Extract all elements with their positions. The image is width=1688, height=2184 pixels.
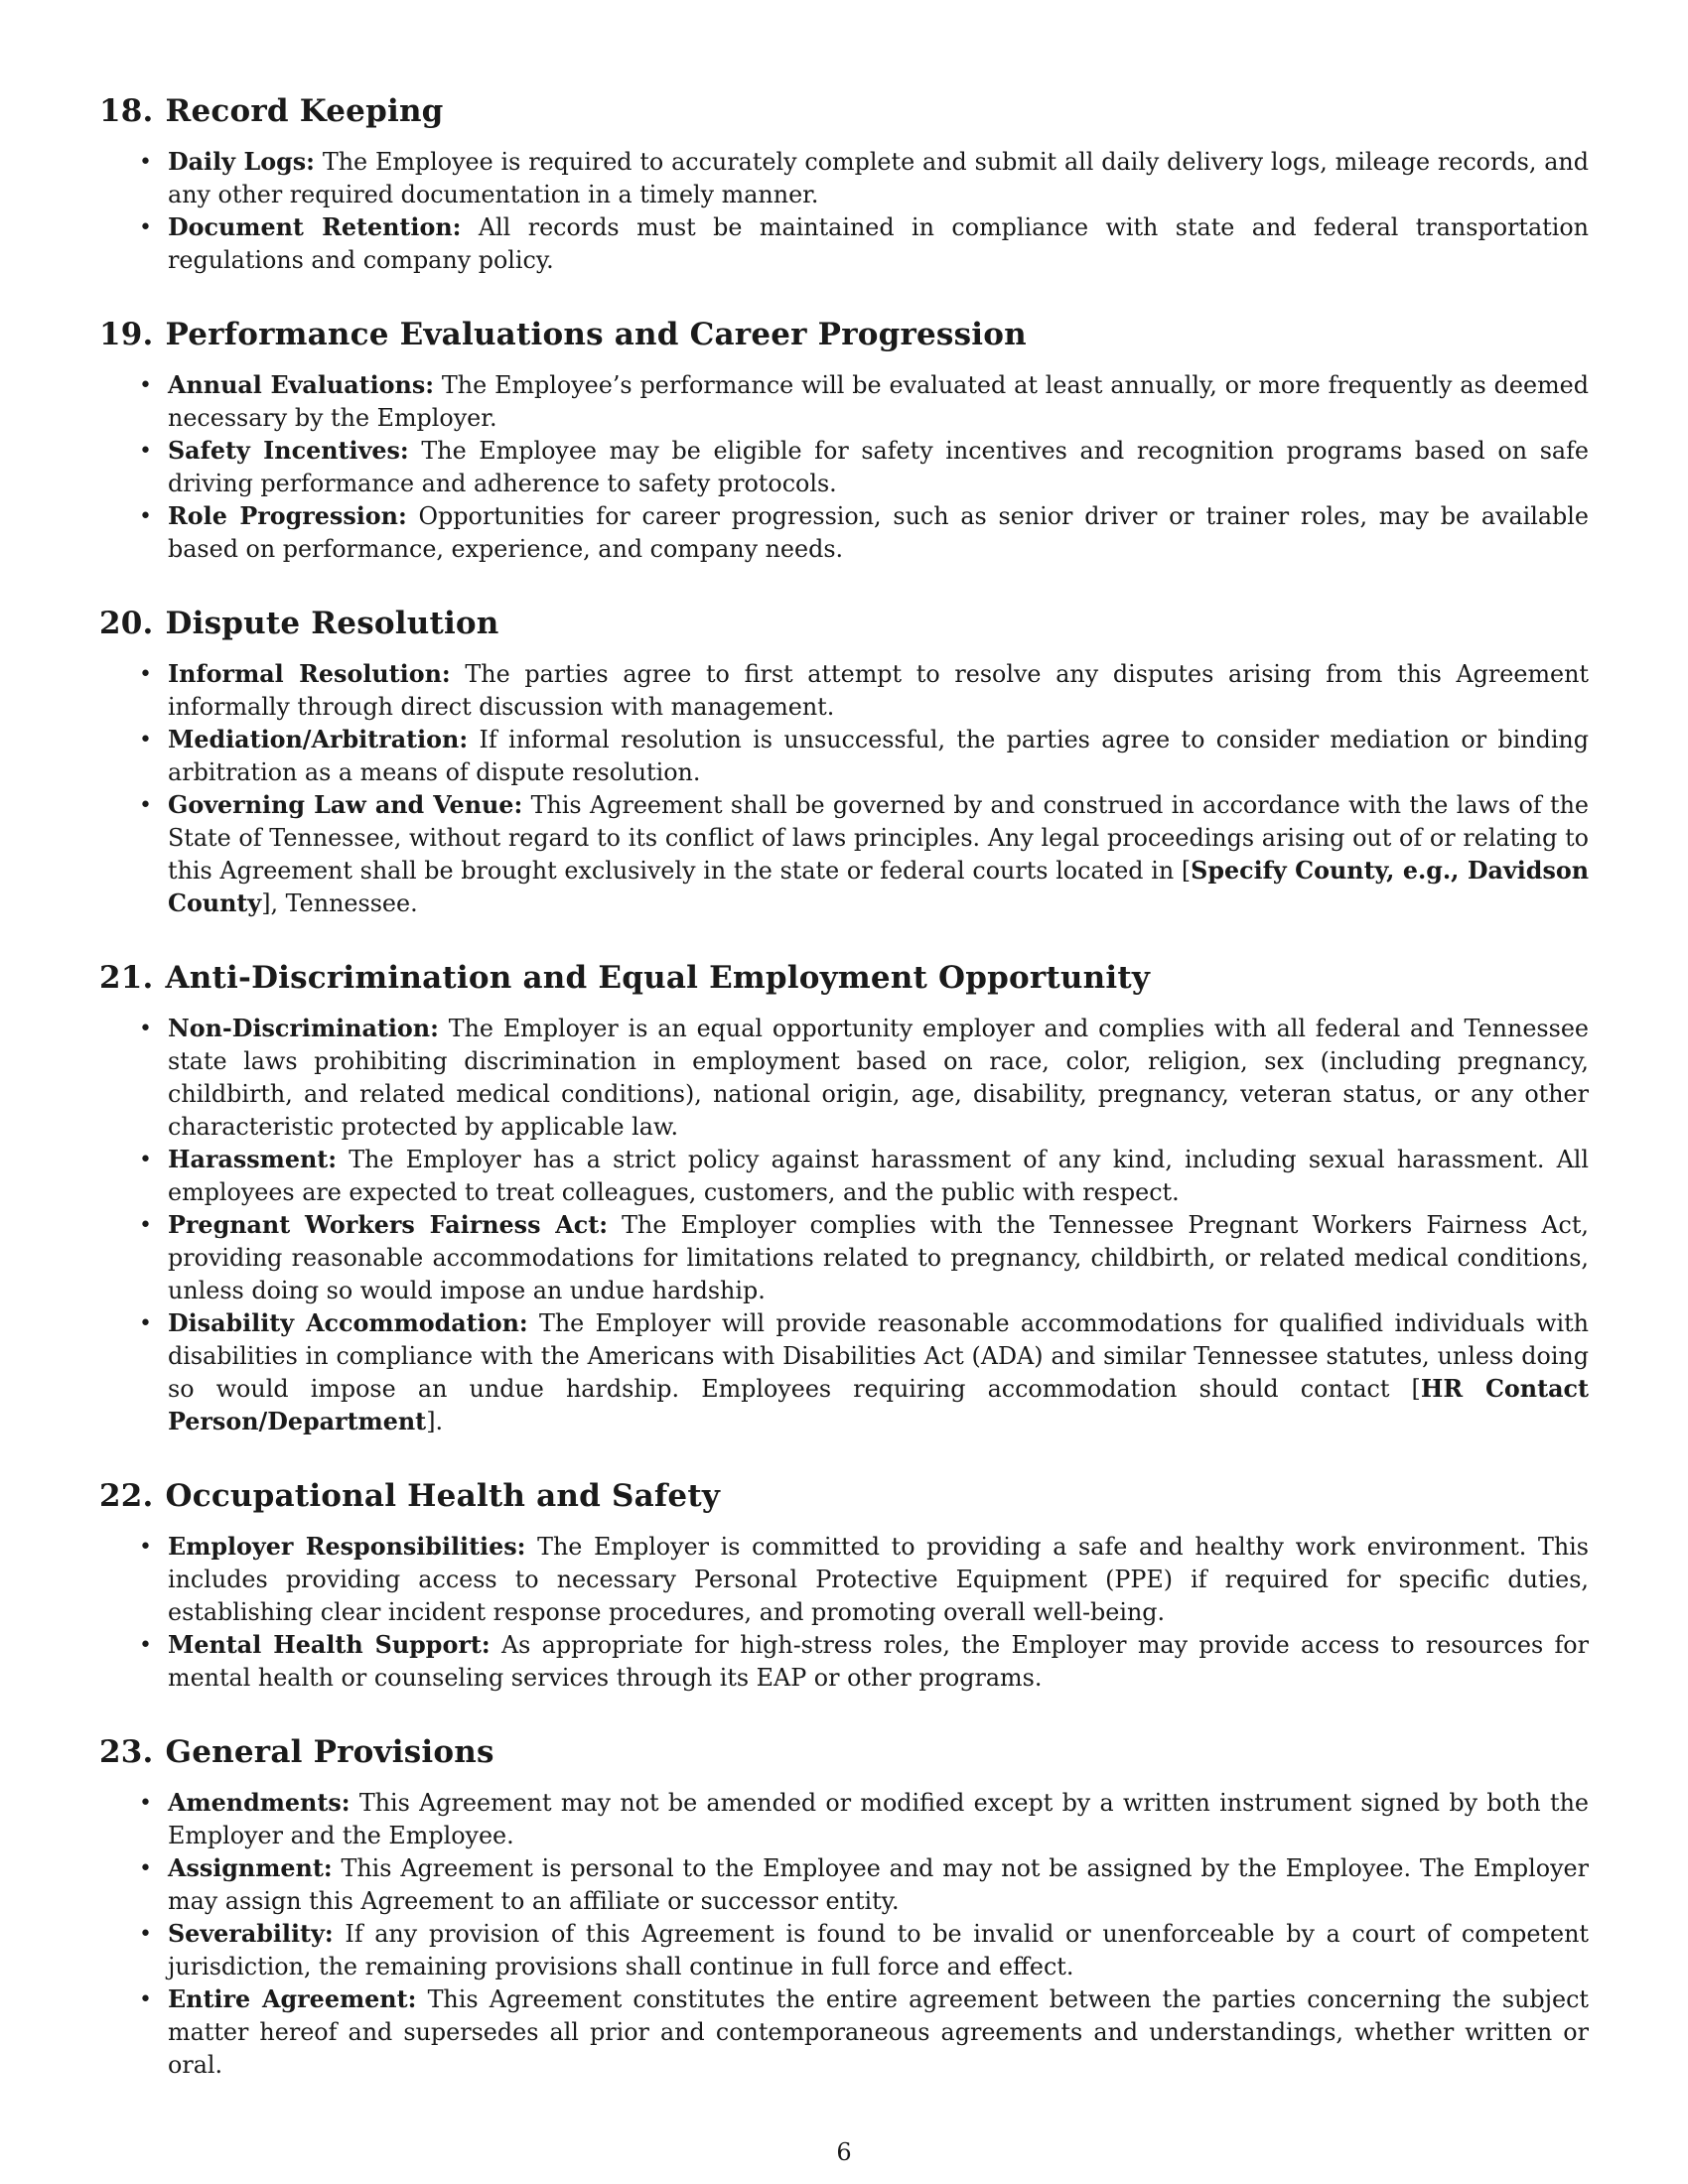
bullet-icon: • bbox=[139, 1633, 152, 1658]
section-dispute-resolution bbox=[99, 602, 1589, 920]
bullet-icon: • bbox=[139, 793, 152, 818]
item-text: The Employee’s performance will be evaluated at least annually, or more frequently as deemed necessary by the Employer. bbox=[168, 371, 1589, 432]
item-text: This Agreement may not be amended or modified except by a written instrument signed by both the Employer and the Employee. bbox=[168, 1789, 1589, 1849]
item-text: The Employee may be eligible for safety incentives and recognition programs based on safe driving performance and adherence to safety protocols. bbox=[168, 437, 1589, 497]
bullet-icon: • bbox=[139, 373, 152, 398]
list-item bbox=[99, 500, 1589, 566]
section-title: Occupational Health and Safety bbox=[165, 1478, 721, 1514]
list-item bbox=[99, 211, 1589, 277]
item-title: Role Progression: bbox=[168, 502, 407, 530]
list-item bbox=[99, 1629, 1589, 1695]
list-item bbox=[99, 146, 1589, 211]
list-item bbox=[99, 1918, 1589, 1983]
item-text: The Employer is committed to providing a safe and healthy work environment. This includes providing access to necessary Personal Protective Equipment (PPE) if required for specific duties, establishing clear incident response procedures, and promoting overall well-being. bbox=[168, 1533, 1589, 1626]
item-list bbox=[99, 1013, 1589, 1438]
item-text: The parties agree to first attempt to resolve any disputes arising from this Agreement informally through direct discussion with management. bbox=[168, 660, 1589, 721]
item-list bbox=[99, 658, 1589, 920]
list-item bbox=[99, 1531, 1589, 1629]
section-title: General Provisions bbox=[165, 1734, 494, 1770]
section-title: Dispute Resolution bbox=[165, 606, 499, 641]
item-title: Disability Accommodation: bbox=[168, 1309, 528, 1337]
bullet-icon: • bbox=[139, 1148, 152, 1172]
bullet-icon: • bbox=[139, 215, 152, 240]
list-item bbox=[99, 1983, 1589, 2082]
section-number: 20. bbox=[99, 606, 154, 641]
item-text: As appropriate for high-stress roles, the Employer may provide access to resources for mental health or counseling services through its EAP or other programs. bbox=[168, 1631, 1589, 1692]
item-title: Pregnant Workers Fairness Act: bbox=[168, 1211, 609, 1239]
bullet-icon: • bbox=[139, 150, 152, 175]
item-text: This Agreement is personal to the Employee and may not be assigned by the Employee. The Employer may assign this Agreement to an affiliate or successor entity. bbox=[168, 1854, 1589, 1915]
bullet-icon: • bbox=[139, 1017, 152, 1041]
item-title: Amendments: bbox=[168, 1789, 351, 1817]
item-list bbox=[99, 369, 1589, 566]
item-text: The Employer is an equal opportunity employer and complies with all federal and Tennessee state laws prohibiting discrimination in employment based on race, color, religion, sex (including pregnancy, childbirth, and related medical conditions), national origin, age, disability, pregnancy, veteran status, or any other characteristic protected by applicable law. bbox=[168, 1015, 1589, 1141]
bullet-icon: • bbox=[139, 1987, 152, 2012]
list-item bbox=[99, 1307, 1589, 1438]
bullet-icon: • bbox=[139, 1311, 152, 1336]
item-title: Employer Responsibilities: bbox=[168, 1533, 526, 1561]
list-item bbox=[99, 658, 1589, 724]
section-title: Record Keeping bbox=[165, 93, 444, 129]
section-performance-evaluations bbox=[99, 313, 1589, 566]
section-number: 19. bbox=[99, 317, 154, 352]
section-number: 18. bbox=[99, 93, 154, 129]
bullet-icon: • bbox=[139, 504, 152, 529]
item-title: Governing Law and Venue: bbox=[168, 791, 523, 819]
item-text: The Employee is required to accurately complete and submit all daily delivery logs, mileage records, and any other required documentation in a timely manner. bbox=[168, 148, 1589, 208]
bullet-icon: • bbox=[139, 1213, 152, 1238]
list-item bbox=[99, 1013, 1589, 1144]
item-text: The Employer will provide reasonable accommodations for qualified individuals with disabilities in compliance with the Americans with Disabilities Act (ADA) and similar Tennessee statutes, unless doing so would impose an undue hardship. Employees requiring accommodation should contact [ bbox=[168, 1309, 1589, 1403]
item-title: Mediation/Arbitration: bbox=[168, 726, 469, 753]
item-title: Assignment: bbox=[168, 1854, 333, 1882]
section-title: Performance Evaluations and Career Progression bbox=[165, 317, 1027, 352]
item-title: Severability: bbox=[168, 1920, 334, 1948]
item-text-after: ]. bbox=[426, 1408, 444, 1435]
hr-contact-placeholder: HR Contact Person/Department bbox=[168, 1375, 1589, 1435]
list-item bbox=[99, 369, 1589, 435]
item-title: Entire Agreement: bbox=[168, 1985, 417, 2013]
page-number: 6 bbox=[836, 2138, 852, 2166]
item-list bbox=[99, 146, 1589, 277]
list-item bbox=[99, 1787, 1589, 1852]
list-item bbox=[99, 1852, 1589, 1918]
section-occupational-health bbox=[99, 1474, 1589, 1695]
item-text-after: ], Tennessee. bbox=[261, 889, 418, 917]
list-item bbox=[99, 1144, 1589, 1209]
section-general-provisions bbox=[99, 1730, 1589, 2082]
item-text: This Agreement constitutes the entire agreement between the parties concerning the subject matter hereof and supersedes all prior and contemporaneous agreements and understandings, whether written or oral. bbox=[168, 1985, 1589, 2079]
list-item bbox=[99, 789, 1589, 920]
section-anti-discrimination bbox=[99, 956, 1589, 1438]
section-heading bbox=[99, 89, 1589, 133]
bullet-icon: • bbox=[139, 1922, 152, 1947]
item-list bbox=[99, 1531, 1589, 1695]
item-text: This Agreement shall be governed by and construed in accordance with the laws of the State of Tennessee, without regard to its conflict of laws principles. Any legal proceedings arising out of or relating to this Agreement shall be brought exclusively in the state or federal courts located in [ bbox=[168, 791, 1589, 885]
section-number: 23. bbox=[99, 1734, 154, 1770]
section-heading bbox=[99, 602, 1589, 645]
item-text: If informal resolution is unsuccessful, the parties agree to consider mediation or binding arbitration as a means of dispute resolution. bbox=[168, 726, 1589, 786]
list-item bbox=[99, 1209, 1589, 1307]
bullet-icon: • bbox=[139, 439, 152, 464]
item-title: Annual Evaluations: bbox=[168, 371, 434, 399]
item-title: Document Retention: bbox=[168, 213, 462, 241]
section-heading bbox=[99, 1730, 1589, 1774]
item-title: Daily Logs: bbox=[168, 148, 315, 176]
section-number: 22. bbox=[99, 1478, 154, 1514]
item-text: The Employer has a strict policy against harassment of any kind, including sexual harassment. All employees are expected to treat colleagues, customers, and the public with respect. bbox=[168, 1146, 1589, 1206]
section-heading bbox=[99, 956, 1589, 1000]
item-text: All records must be maintained in compliance with state and federal transportation regulations and company policy. bbox=[168, 213, 1589, 274]
bullet-icon: • bbox=[139, 662, 152, 687]
list-item bbox=[99, 435, 1589, 500]
section-heading bbox=[99, 1474, 1589, 1518]
item-title: Non-Discrimination: bbox=[168, 1015, 439, 1042]
venue-placeholder: Specify County, e.g., Davidson County bbox=[168, 857, 1590, 917]
item-list bbox=[99, 1787, 1589, 2082]
item-text: If any provision of this Agreement is found to be invalid or unenforceable by a court of competent jurisdiction, the remaining provisions shall continue in full force and effect. bbox=[168, 1920, 1589, 1980]
item-text: Opportunities for career progression, such as senior driver or trainer roles, may be available based on performance, experience, and company needs. bbox=[168, 502, 1589, 563]
list-item bbox=[99, 724, 1589, 789]
bullet-icon: • bbox=[139, 1856, 152, 1881]
item-text: The Employer complies with the Tennessee Pregnant Workers Fairness Act, providing reasonable accommodations for limitations related to pregnancy, childbirth, or related medical conditions, unless doing so would impose an undue hardship. bbox=[168, 1211, 1589, 1304]
section-record-keeping bbox=[99, 89, 1589, 277]
bullet-icon: • bbox=[139, 728, 152, 752]
bullet-icon: • bbox=[139, 1791, 152, 1816]
section-number: 21. bbox=[99, 960, 154, 996]
item-title: Mental Health Support: bbox=[168, 1631, 491, 1659]
section-heading bbox=[99, 313, 1589, 356]
item-title: Harassment: bbox=[168, 1146, 338, 1173]
item-title: Informal Resolution: bbox=[168, 660, 451, 688]
item-title: Safety Incentives: bbox=[168, 437, 409, 465]
document-page bbox=[99, 89, 1589, 2117]
bullet-icon: • bbox=[139, 1535, 152, 1560]
section-title: Anti-Discrimination and Equal Employment Opportunity bbox=[165, 960, 1151, 996]
